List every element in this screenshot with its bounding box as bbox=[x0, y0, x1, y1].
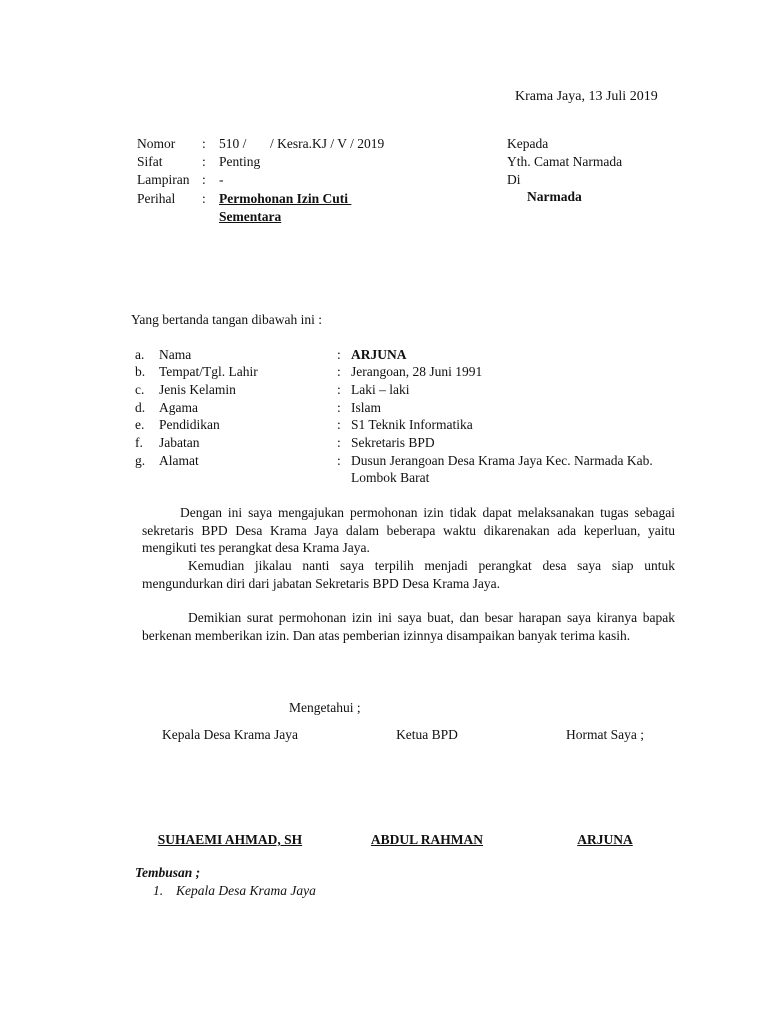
self-name: ARJUNA bbox=[577, 832, 633, 847]
body-paragraph-1 bbox=[142, 504, 675, 557]
detail-label: Alamat bbox=[159, 453, 199, 468]
detail-colon: : bbox=[337, 453, 341, 468]
detail-letter: d. bbox=[135, 400, 146, 415]
perihal-label: Perihal bbox=[137, 191, 176, 206]
perihal-value-line2: Sementara bbox=[219, 209, 282, 224]
body-paragraph-2-text: Kemudian jikalau nanti saya terpilih menjadi perangkat desa saya siap untuk mengundurkan diri dari jabatan Sekretaris BPD Desa Krama Jaya. bbox=[142, 558, 675, 591]
detail-label: Tempat/Tgl. Lahir bbox=[159, 364, 258, 379]
intro-text: Yang bertanda tangan dibawah ini : bbox=[131, 312, 322, 327]
bpd-title: Ketua BPD bbox=[396, 727, 458, 742]
detail-label: Nama bbox=[159, 347, 192, 362]
kades-title: Kepala Desa Krama Jaya bbox=[161, 727, 299, 742]
nomor-label: Nomor bbox=[137, 136, 176, 151]
detail-colon: : bbox=[337, 382, 341, 397]
sifat-colon: : bbox=[202, 154, 206, 169]
tembusan-title: Tembusan ; bbox=[135, 865, 201, 880]
body-paragraph-2 bbox=[142, 557, 675, 592]
mengetahui-label: Mengetahui ; bbox=[289, 700, 361, 715]
body-paragraph-3 bbox=[142, 609, 675, 644]
detail-value: Laki – laki bbox=[351, 382, 410, 397]
detail-colon: : bbox=[337, 364, 341, 379]
sifat-label: Sifat bbox=[137, 154, 163, 169]
detail-colon: : bbox=[337, 400, 341, 415]
detail-label: Jenis Kelamin bbox=[159, 382, 236, 397]
recipient-line1: Kepada bbox=[507, 136, 549, 151]
nomor-colon: : bbox=[202, 136, 206, 151]
detail-label: Agama bbox=[159, 400, 198, 415]
detail-value: ARJUNA bbox=[351, 347, 407, 362]
detail-letter: c. bbox=[135, 382, 145, 397]
perihal-colon: : bbox=[202, 191, 206, 206]
detail-colon: : bbox=[337, 435, 341, 450]
lampiran-label: Lampiran bbox=[137, 172, 190, 187]
detail-value-cont: Lombok Barat bbox=[351, 470, 430, 485]
detail-value: Sekretaris BPD bbox=[351, 435, 435, 450]
perihal-value-line1: Permohonan Izin Cuti bbox=[219, 191, 352, 206]
body-paragraph-1-text: Dengan ini saya mengajukan permohonan izin tidak dapat melaksanakan tugas sebagai sekretaris BPD Desa Krama Jaya dalam beberapa waktu dikarenakan ada keperluan, yaitu mengikuti tes perangkat desa Krama Jaya. bbox=[142, 505, 675, 555]
kades-name: SUHAEMI AHMAD, SH bbox=[157, 832, 303, 847]
recipient-line3: Di bbox=[507, 172, 521, 187]
detail-colon: : bbox=[337, 417, 341, 432]
detail-label: Pendidikan bbox=[159, 417, 220, 432]
self-title: Hormat Saya ; bbox=[566, 727, 644, 742]
detail-value: Dusun Jerangoan Desa Krama Jaya Kec. Narmada Kab. bbox=[351, 453, 653, 468]
detail-label: Jabatan bbox=[159, 435, 200, 450]
place-date: Krama Jaya, 13 Juli 2019 bbox=[515, 89, 658, 104]
sifat-value: Penting bbox=[219, 154, 261, 169]
tembusan-item-num: 1. bbox=[153, 883, 164, 898]
recipient-line2: Yth. Camat Narmada bbox=[507, 154, 623, 169]
detail-letter: a. bbox=[135, 347, 145, 362]
detail-value: S1 Teknik Informatika bbox=[351, 417, 473, 432]
lampiran-value: - bbox=[219, 172, 224, 187]
nomor-value: 510 / / Kesra.KJ / V / 2019 bbox=[219, 136, 385, 151]
detail-letter: e. bbox=[135, 417, 145, 432]
detail-letter: f. bbox=[135, 435, 143, 450]
body-paragraph-3-text: Demikian surat permohonan izin ini saya buat, dan besar harapan saya kiranya bapak berkenan memberikan izin. Dan atas pemberian izinnya disampaikan banyak terima kasih. bbox=[142, 610, 675, 643]
bpd-name: ABDUL RAHMAN bbox=[370, 832, 484, 847]
tembusan-item-text: Kepala Desa Krama Jaya bbox=[176, 883, 316, 898]
lampiran-colon: : bbox=[202, 172, 206, 187]
detail-value: Jerangoan, 28 Juni 1991 bbox=[351, 364, 483, 379]
detail-colon: : bbox=[337, 347, 341, 362]
detail-letter: g. bbox=[135, 453, 146, 468]
detail-letter: b. bbox=[135, 364, 146, 379]
detail-value: Islam bbox=[351, 400, 381, 415]
recipient-line4: Narmada bbox=[527, 189, 582, 204]
